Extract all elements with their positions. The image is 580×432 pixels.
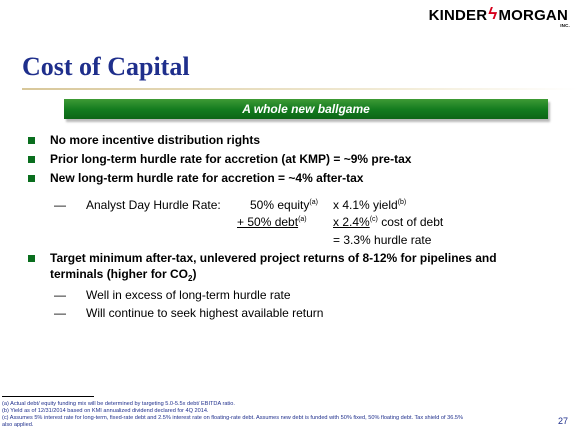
dash-marker: — xyxy=(54,198,66,212)
bullet-text: No more incentive distribution rights xyxy=(50,133,261,147)
bullet-text-part: terminals (higher for CO xyxy=(50,267,189,281)
dash-marker: — xyxy=(54,306,66,320)
bullet-text xyxy=(50,267,196,282)
bullet-text: Prior long-term hurdle rate for accretion (at KMP) = ~9% pre-tax xyxy=(50,152,412,166)
footnote-ref: (c) xyxy=(369,216,378,223)
footnote-ref: (b) xyxy=(397,199,407,206)
logo-inc: INC. xyxy=(560,23,570,28)
lightning-bolt-icon: ϟ xyxy=(488,4,498,23)
square-bullet-icon xyxy=(28,137,35,144)
title-divider xyxy=(22,88,578,90)
debt-share xyxy=(237,215,307,230)
footnote-divider xyxy=(2,396,94,397)
bullet-text: New long-term hurdle rate for accretion = ~4% after-tax xyxy=(50,171,364,185)
square-bullet-icon xyxy=(28,156,35,163)
logo-text-left: KINDER xyxy=(428,7,488,24)
bullet-text-end: ) xyxy=(192,267,197,281)
sub-bullet-text: Will continue to seek highest available return xyxy=(86,306,324,320)
logo-text-right: MORGAN xyxy=(498,7,568,24)
page-title: Cost of Capital xyxy=(22,52,190,81)
bullet-text: Target minimum after-tax, unlevered project returns of 8-12% for pipelines and xyxy=(50,251,497,265)
equity-yield xyxy=(333,198,406,213)
page-number: 27 xyxy=(557,416,568,426)
footnote-ref: (a) xyxy=(309,199,318,206)
cost-suffix: cost of debt xyxy=(377,215,444,229)
footnote: also applied. xyxy=(2,422,34,428)
debt-cost xyxy=(333,215,443,230)
subscript: 2 xyxy=(188,274,193,283)
banner xyxy=(64,99,548,119)
footnote-ref: (a) xyxy=(298,216,307,223)
footnote: (a) Actual debt/ equity funding mix will be determined by targeting 5.0-5.5x debt/ EBITDA ratio. xyxy=(2,401,235,407)
kinder-morgan-logo xyxy=(428,4,570,28)
banner-text: A whole new ballgame xyxy=(242,102,370,116)
footnote: (b) Yield as of 12/31/2014 based on KMI annualized dividend declared for 4Q 2014. xyxy=(2,408,209,414)
dash-marker: — xyxy=(54,288,66,302)
equity-text: 50% equity xyxy=(250,198,310,212)
yield-text: x 4.1% yield xyxy=(333,198,398,212)
hurdle-label: Analyst Day Hurdle Rate: xyxy=(86,198,221,212)
cost-text: x 2.4% xyxy=(333,215,370,229)
footnote: (c) Assumes 5% interest rate for long-term, fixed-rate debt and 2.5% interest rate on floating-rate debt. Assumes new debt is funded with 50% fixed, 50% floating debt. Tax shield of 36.5% xyxy=(2,415,464,421)
debt-text: + 50% debt xyxy=(237,215,299,229)
sub-bullet-text: Well in excess of long-term hurdle rate xyxy=(86,288,291,302)
square-bullet-icon xyxy=(28,255,35,262)
hurdle-result: = 3.3% hurdle rate xyxy=(333,233,432,247)
square-bullet-icon xyxy=(28,175,35,182)
equity-share xyxy=(250,198,318,213)
